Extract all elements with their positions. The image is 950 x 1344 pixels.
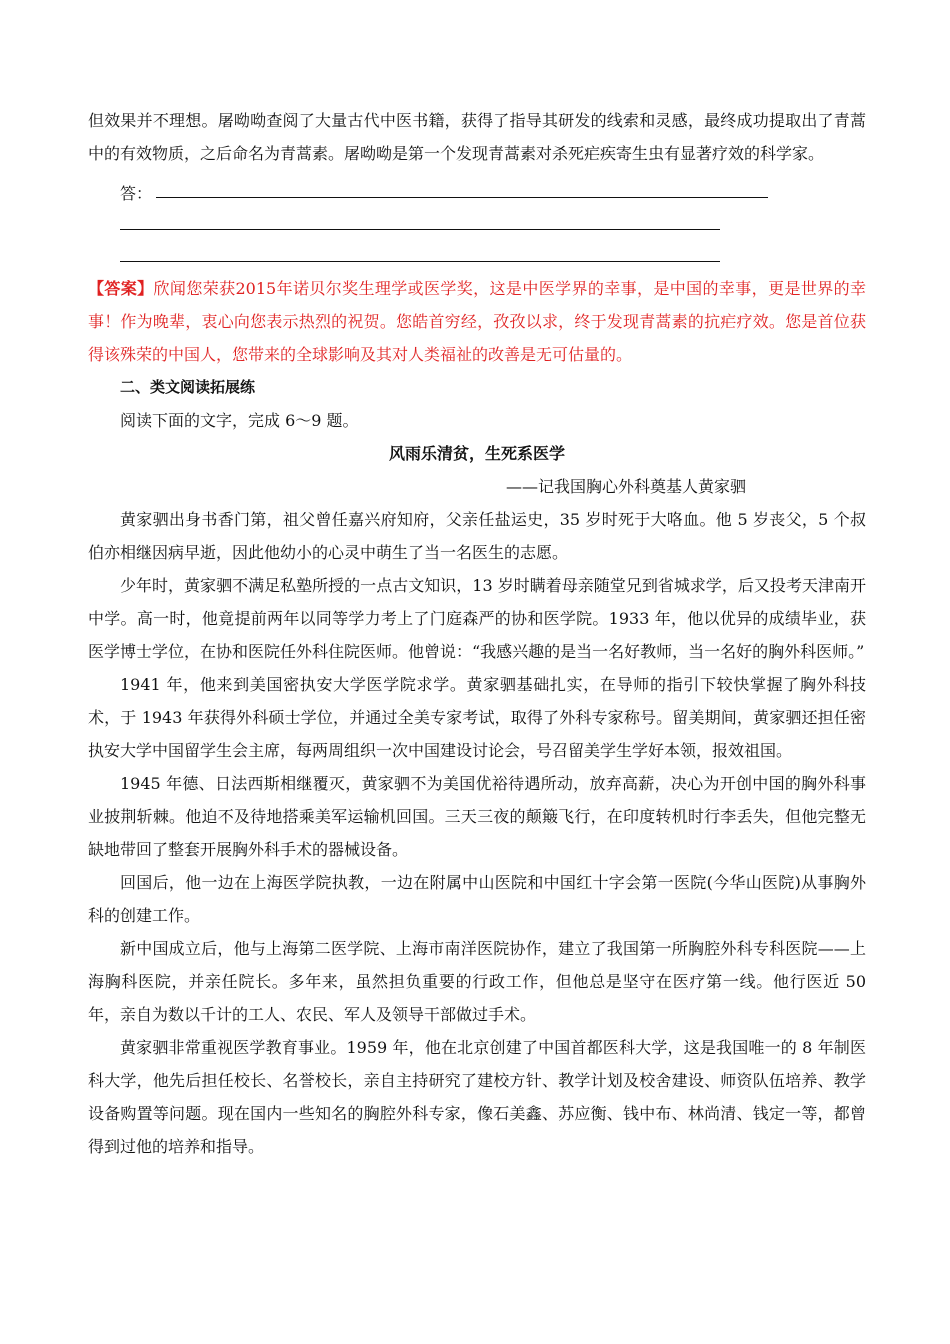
answer-blank-line xyxy=(120,261,720,262)
article-title: 风雨乐清贫，生死系医学 xyxy=(388,444,565,463)
article-paragraph: 回国后，他一边在上海医学院执教，一边在附属中山医院和中国红十字会第一医院(今华山医院)从事胸外科的创建工作。 xyxy=(88,873,866,925)
article-paragraph: 黄家驷出身书香门第，祖父曾任嘉兴府知府，父亲任盐运史，35 岁时死于大咯血。他 5 岁丧父，5 个叔伯亦相继因病早逝，因此他幼小的心灵中萌生了当一名医生的志愿。 xyxy=(88,510,866,562)
answer-blank-row xyxy=(88,204,866,236)
answer-blank-line xyxy=(120,229,720,230)
article-paragraph: 黄家驷非常重视医学教育事业。1959 年，他在北京创建了中国首都医科大学，这是我国唯一的 8 年制医科大学，他先后担任校长、名誉校长，亲自主持研究了建校方针、教学计划及校舍建设、师资队伍培养、教学设备购置等问题。现在国内一些知名的胸腔外科专家，像石美鑫、苏应衡、钱中布、林尚清、钱定一等，都曾得到过他的培养和指导。 xyxy=(88,1038,866,1156)
reading-instruction: 阅读下面的文字，完成 6～9 题。 xyxy=(120,411,359,430)
answer-tag: 【答案】 xyxy=(88,279,154,298)
answer-prompt-label: 答： xyxy=(120,184,153,203)
intro-paragraph: 但效果并不理想。屠呦呦查阅了大量古代中医书籍，获得了指导其研发的线索和灵感，最终成功提取出了青蒿中的有效物质，之后命名为青蒿素。屠呦呦是第一个发现青蒿素对杀死疟疾寄生虫有显著疗效的科学家。 xyxy=(88,111,866,163)
answer-block xyxy=(88,272,866,371)
article-paragraph: 1945 年德、日法西斯相继覆灭，黄家驷不为美国优裕待遇所动，放弃高薪，决心为开创中国的胸外科事业披荆斩棘。他迫不及待地搭乘美军运输机回国。三天三夜的颠簸飞行，在印度转机时行李丢失，但他完整无缺地带回了整套开展胸外科手术的器械设备。 xyxy=(88,774,866,859)
answer-blank-line xyxy=(156,197,768,198)
answer-text: 欣闻您荣获2015年诺贝尔奖生理学或医学奖，这是中医学界的幸事，是中国的幸事，更是世界的幸事！作为晚辈，衷心向您表示热烈的祝贺。您皓首穷经，孜孜以求，终于发现青蒿素的抗疟疗效。您是首位获得该殊荣的中国人，您带来的全球影响及其对人类福祉的改善是无可估量的。 xyxy=(88,279,866,364)
answer-prompt-row xyxy=(120,170,866,204)
article-subtitle: ——记我国胸心外科奠基人黄家驷 xyxy=(505,477,746,496)
article-paragraph: 1941 年，他来到美国密执安大学医学院求学。黄家驷基础扎实，在导师的指引下较快掌握了胸外科技术，于 1943 年获得外科硕士学位，并通过全美专家考试，取得了外科专家称号。留美期间，黄家驷还担任密执安大学中国留学生会主席，每两周组织一次中国建设讨论会，号召留美学生学好本领，报效祖国。 xyxy=(88,675,866,760)
section-heading: 二、类文阅读拓展练 xyxy=(120,378,256,396)
article-paragraph: 少年时，黄家驷不满足私塾所授的一点古文知识，13 岁时瞒着母亲随堂兄到省城求学，后又投考天津南开中学。高一时，他竟提前两年以同等学力考上了门庭森严的协和医学院。1933 年，他以优异的成绩毕业，获医学博士学位，在协和医院任外科住院医师。他曾说：“我感兴趣的是当一名好教师，当一名好的胸外科医师。” xyxy=(88,576,866,661)
article-paragraph: 新中国成立后，他与上海第二医学院、上海市南洋医院协作，建立了我国第一所胸腔外科专科医院——上海胸科医院，并亲任院长。多年来，虽然担负重要的行政工作，但他总是坚守在医疗第一线。他行医近 50 年，亲自为数以千计的工人、农民、军人及领导干部做过手术。 xyxy=(88,939,866,1024)
document-page xyxy=(88,104,866,1163)
answer-blank-row xyxy=(88,236,866,268)
